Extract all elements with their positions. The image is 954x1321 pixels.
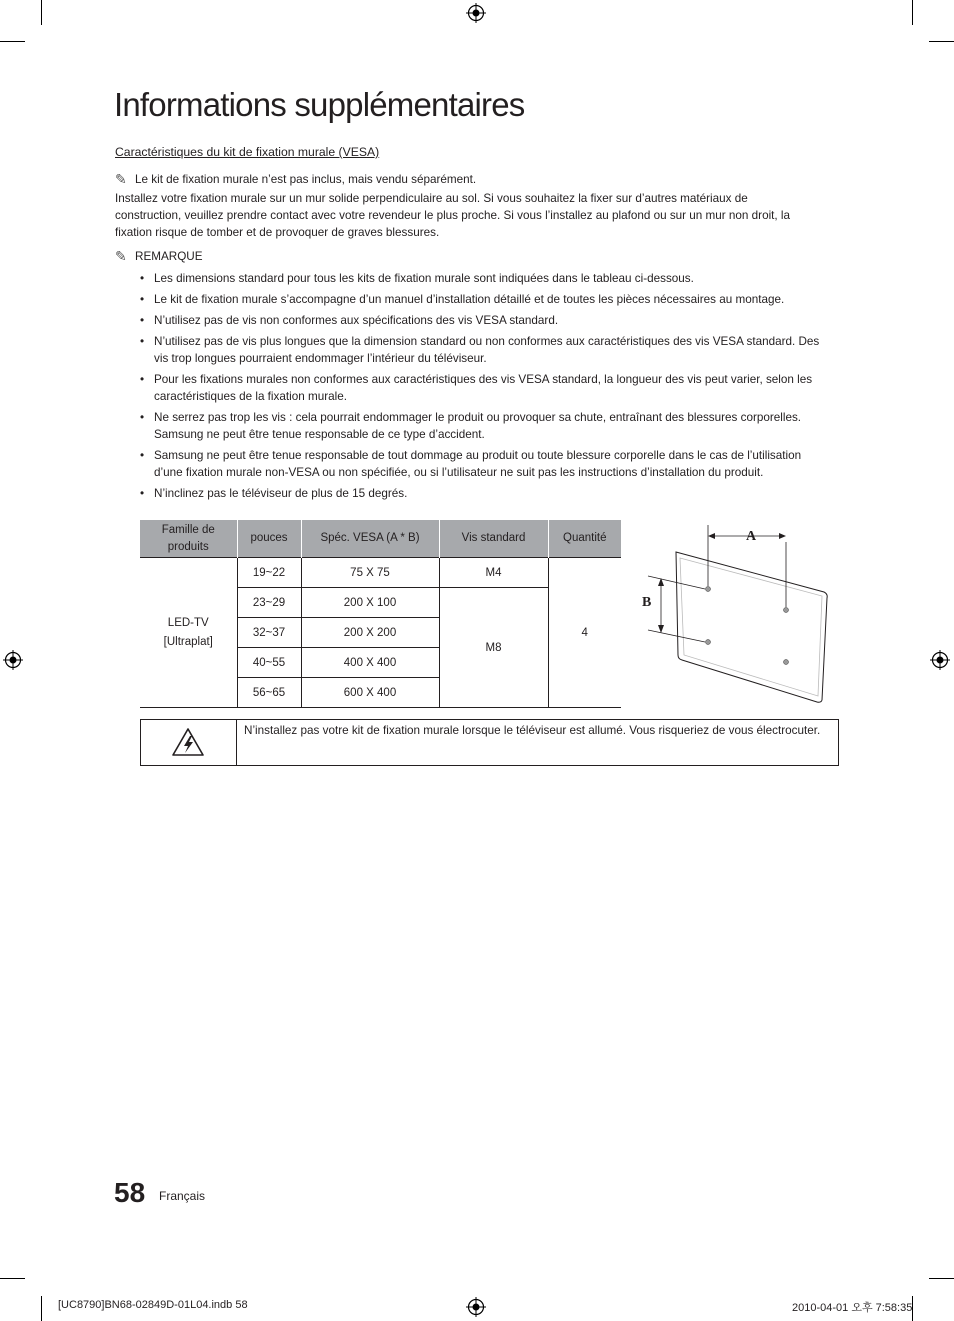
crop-mark <box>0 1278 25 1279</box>
list-item: • Les dimensions standard pour tous les kits de fixation murale sont indiquées dans le tableau ci-dessous. <box>140 272 694 285</box>
list-item: • N’utilisez pas de vis plus longues que la dimension standard ou non conformes aux caractéristiques des vis VESA standard. Des vis trop longues pourraient endommager l’intérieur du téléviseur. <box>140 335 820 365</box>
page-language: Français <box>159 1189 206 1203</box>
list-item: • N’utilisez pas de vis non conformes aux spécifications des vis VESA standard. <box>140 314 559 327</box>
page-number: 58 <box>114 1177 146 1208</box>
inches-cell: 56~65 <box>237 678 301 708</box>
registration-mark-icon <box>3 650 23 670</box>
registration-mark-icon <box>466 1297 486 1317</box>
list-item: • Ne serrez pas trop les vis : cela pourrait endommager le produit ou provoquer sa chute, entraînant des blessures corporelles. Samsung ne peut être tenue responsable de ce type d’accident. <box>140 411 802 441</box>
footer-timestamp: 2010-04-01 오후 7:58:35 <box>792 1302 913 1314</box>
list-item: • Pour les fixations murales non conformes aux caractéristiques des vis VESA standard, la longueur des vis peut varier, selon les caractéristiques de la fixation murale. <box>140 373 813 403</box>
note-text: Le kit de fixation murale n’est pas inclus, mais vendu séparément. <box>135 173 477 186</box>
col-header-inches: pouces <box>237 520 301 558</box>
vesa-cell: 200 X 200 <box>301 618 439 648</box>
col-header-vesa: Spéc. VESA (A * B) <box>301 520 439 558</box>
inches-cell: 32~37 <box>237 618 301 648</box>
crop-mark <box>41 0 42 25</box>
family-cell: LED-TV [Ultraplat] <box>140 558 237 708</box>
crop-mark <box>0 41 25 42</box>
label-a: A <box>746 529 757 544</box>
crop-mark <box>912 0 913 25</box>
remarque-line <box>115 248 203 265</box>
section-heading: Caractéristiques du kit de fixation murale (VESA) <box>115 145 380 159</box>
bullet-icon: • <box>140 373 145 386</box>
list-item: • Le kit de fixation murale s’accompagne d’un manuel d’installation détaillé et de toutes les pièces nécessaires au montage. <box>140 293 785 306</box>
vesa-cell: 600 X 400 <box>301 678 439 708</box>
inches-cell: 40~55 <box>237 648 301 678</box>
remarque-list <box>140 270 830 506</box>
list-item: • N’inclinez pas le téléviseur de plus de 15 degrés. <box>140 487 408 500</box>
label-b: B <box>642 595 652 610</box>
col-header-quantity: Quantité <box>548 520 621 558</box>
warning-divider <box>236 720 237 765</box>
bullet-icon: • <box>140 449 145 462</box>
tv-mount-diagram <box>636 520 836 705</box>
crop-mark <box>41 1296 42 1321</box>
col-header-screw: Vis standard <box>439 520 548 558</box>
bullet-icon: • <box>140 487 145 500</box>
inches-cell: 23~29 <box>237 588 301 618</box>
table-header-row <box>140 520 621 558</box>
footer-file-info: [UC8790]BN68-02849D-01L04.indb 58 <box>58 1299 248 1311</box>
vesa-spec-table <box>140 520 621 708</box>
screw-cell: M4 <box>439 558 548 588</box>
registration-mark-icon <box>466 3 486 23</box>
bullet-icon: • <box>140 411 145 424</box>
crop-mark <box>929 1278 954 1279</box>
note-pencil-icon: ✎ <box>115 171 127 187</box>
vesa-cell: 200 X 100 <box>301 588 439 618</box>
vesa-cell: 400 X 400 <box>301 648 439 678</box>
bullet-icon: • <box>140 314 145 327</box>
table-row <box>140 558 621 588</box>
quantity-cell: 4 <box>548 558 621 708</box>
note-line <box>115 171 476 188</box>
warning-text: N’installez pas votre kit de fixation murale lorsque le téléviseur est allumé. Vous risqueriez de vous électrocuter. <box>244 724 821 737</box>
registration-mark-icon <box>930 650 950 670</box>
remarque-label: REMARQUE <box>135 250 203 263</box>
col-header-family: Famille de produits <box>140 520 237 558</box>
bullet-icon: • <box>140 272 145 285</box>
screw-cell: M8 <box>439 588 548 708</box>
list-item: • Samsung ne peut être tenue responsable de tout dommage au produit ou toute blessure corporelle dans le cas de l’utilisation d’une fixation murale non-VESA ou non spécifiée, ou si l’utilisateur ne suit pas les instructions d’installation du produit. <box>140 449 802 479</box>
page-title: Informations supplémentaires <box>114 86 525 123</box>
bullet-icon: • <box>140 293 145 306</box>
install-paragraph: Installez votre fixation murale sur un mur solide perpendiculaire au sol. Si vous souhaitez la fixer sur d’autres matériaux de construction, veuillez prendre contact avec votre revendeur le plus proche. Si vous l’installez au plafond ou sur un mur non droit, la fixation risque de tomber et de provoquer de graves blessures. <box>115 192 790 239</box>
crop-mark <box>929 41 954 42</box>
electric-shock-warning-icon <box>171 727 205 757</box>
inches-cell: 19~22 <box>237 558 301 588</box>
note-pencil-icon: ✎ <box>115 248 127 264</box>
bullet-icon: • <box>140 335 145 348</box>
vesa-cell: 75 X 75 <box>301 558 439 588</box>
